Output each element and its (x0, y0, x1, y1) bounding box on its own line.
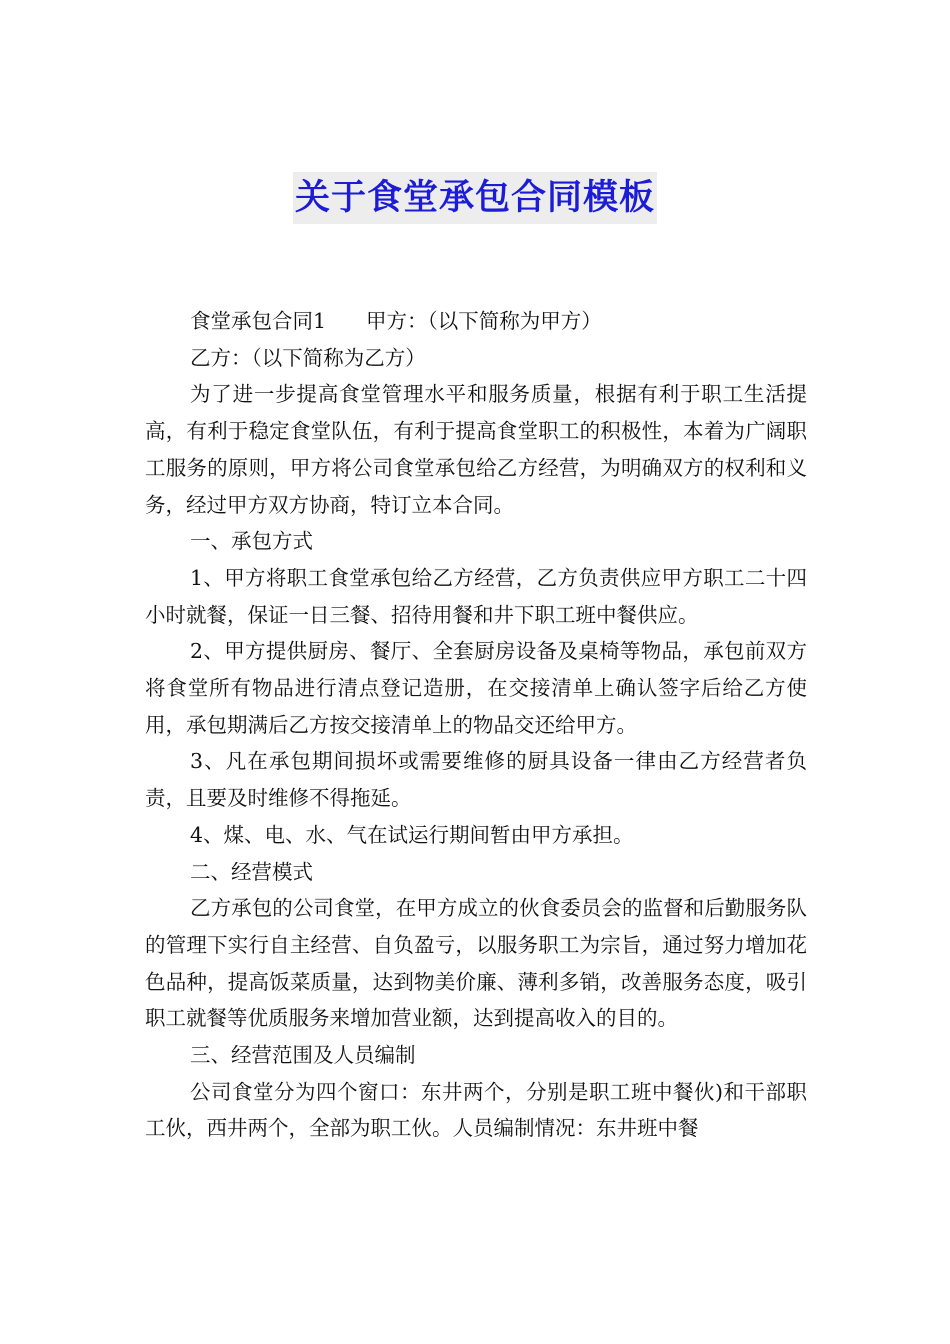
scope-staffing-paragraph: 公司食堂分为四个窗口：东井两个，分别是职工班中餐伙)和干部职工伙，西井两个，全部为职工伙。人员编制情况：东井班中餐 (145, 1079, 807, 1141)
contract-method-item: 3、凡在承包期间损坏或需要维修的厨具设备一律由乙方经营者负责，且要及时维修不得拖延。 (145, 749, 807, 811)
section-heading-scope-staffing: 三、经营范围及人员编制 (190, 1043, 416, 1068)
operation-mode-paragraph: 乙方承包的公司食堂，在甲方成立的伙食委员会的监督和后勤服务队的管理下实行自主经营、自负盈亏，以服务职工为宗旨，通过努力增加花色品种，提高饭菜质量，达到物美价廉、薄利多销，改善服务态度，吸引职工就餐等优质服务来增加营业额，达到提高收入的目的。 (145, 896, 807, 1031)
section-heading-operation-mode: 二、经营模式 (190, 859, 313, 884)
section-heading-contract-method: 一、承包方式 (190, 529, 313, 554)
document-title (0, 172, 950, 224)
intro-paragraph: 为了进一步提高食堂管理水平和服务质量，根据有利于职工生活提高，有利于稳定食堂队伍，有利于提高食堂职工的积极性，本着为广阔职工服务的原则，甲方将公司食堂承包给乙方经营，为明确双方的权利和义务，经过甲方双方协商，特订立本合同。 (145, 382, 807, 517)
party-b-line: 乙方：（以下简称为乙方） (190, 345, 426, 370)
party-a-line: 甲方：（以下简称为甲方） (366, 309, 602, 333)
contract-header-line (145, 303, 807, 340)
contract-method-item: 4、煤、电、水、气在试运行期间暂由甲方承担。 (190, 822, 634, 847)
document-title-text: 关于食堂承包合同模板 (293, 172, 657, 224)
contract-method-item: 1、甲方将职工食堂承包给乙方经营，乙方负责供应甲方职工二十四小时就餐，保证一日三餐、招待用餐和井下职工班中餐供应。 (145, 565, 807, 627)
contract-name: 食堂承包合同1 (190, 309, 327, 333)
contract-method-item: 2、甲方提供厨房、餐厅、全套厨房设备及桌椅等物品，承包前双方将食堂所有物品进行清点登记造册，在交接清单上确认签字后给乙方使用，承包期满后乙方按交接清单上的物品交还给甲方。 (145, 639, 807, 737)
document-body (145, 303, 807, 1147)
